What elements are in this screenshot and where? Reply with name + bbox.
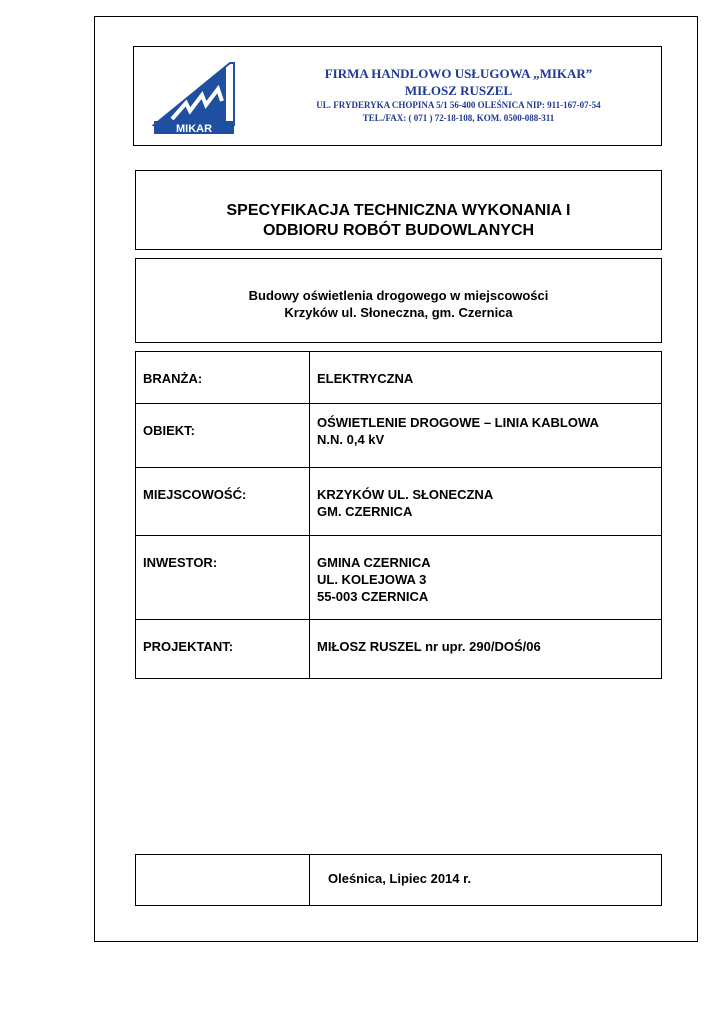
place-date: Oleśnica, Lipiec 2014 r. (310, 855, 662, 906)
value-line: 55-003 CZERNICA (317, 589, 429, 604)
row-label: BRANŻA: (136, 352, 310, 404)
table-row (136, 352, 662, 404)
row-value (310, 468, 662, 536)
row-label: OBIEKT: (136, 404, 310, 468)
firm-contact: TEL./FAX: ( 071 ) 72-18-108, KOM. 0500-088-311 (362, 113, 555, 123)
value-line: OŚWIETLENIE DROGOWE – LINIA KABLOWA (317, 415, 599, 430)
row-value (310, 404, 662, 468)
row-label: INWESTOR: (136, 536, 310, 620)
subject-line-1: Budowy oświetlenia drogowego w miejscowości (248, 288, 549, 303)
row-label: PROJEKTANT: (136, 620, 310, 679)
table-row (136, 468, 662, 536)
table-row (136, 855, 662, 906)
svg-text:MIKAR: MIKAR (175, 123, 213, 135)
project-subject (135, 258, 662, 343)
row-value (310, 536, 662, 620)
value-line: UL. KOLEJOWA 3 (317, 572, 427, 587)
firm-owner: MIŁOSZ RUSZEL (404, 83, 513, 98)
mikar-logo (152, 59, 240, 135)
value-line: MIŁOSZ RUSZEL nr upr. 290/DOŚ/06 (317, 639, 541, 654)
table-row (136, 536, 662, 620)
subject-line-2: Krzyków ul. Słoneczna, gm. Czernica (284, 305, 513, 320)
value-line: KRZYKÓW UL. SŁONECZNA (317, 487, 494, 502)
title-line-1: SPECYFIKACJA TECHNICZNA WYKONANIA I (226, 202, 571, 219)
firm-address: UL. FRYDERYKA CHOPINA 5/1 56-400 OLEŚNICA NIP: 911-167-07-54 (316, 100, 601, 110)
signature-table (135, 854, 662, 906)
firm-name: FIRMA HANDLOWO USŁUGOWA „MIKAR” (324, 66, 593, 81)
value-line: GMINA CZERNICA (317, 555, 431, 570)
value-line: N.N. 0,4 kV (317, 432, 385, 447)
table-row (136, 404, 662, 468)
row-label: MIEJSCOWOŚĆ: (136, 468, 310, 536)
document-title (135, 170, 662, 250)
firm-details (264, 65, 653, 125)
title-line-2: ODBIORU ROBÓT BUDOWLANYCH (262, 222, 535, 239)
letterhead (133, 46, 662, 146)
empty-cell (136, 855, 310, 906)
project-info-table (135, 351, 662, 679)
value-line: GM. CZERNICA (317, 504, 413, 519)
value-line: ELEKTRYCZNA (317, 371, 414, 386)
row-value (310, 352, 662, 404)
table-row (136, 620, 662, 679)
row-value (310, 620, 662, 679)
